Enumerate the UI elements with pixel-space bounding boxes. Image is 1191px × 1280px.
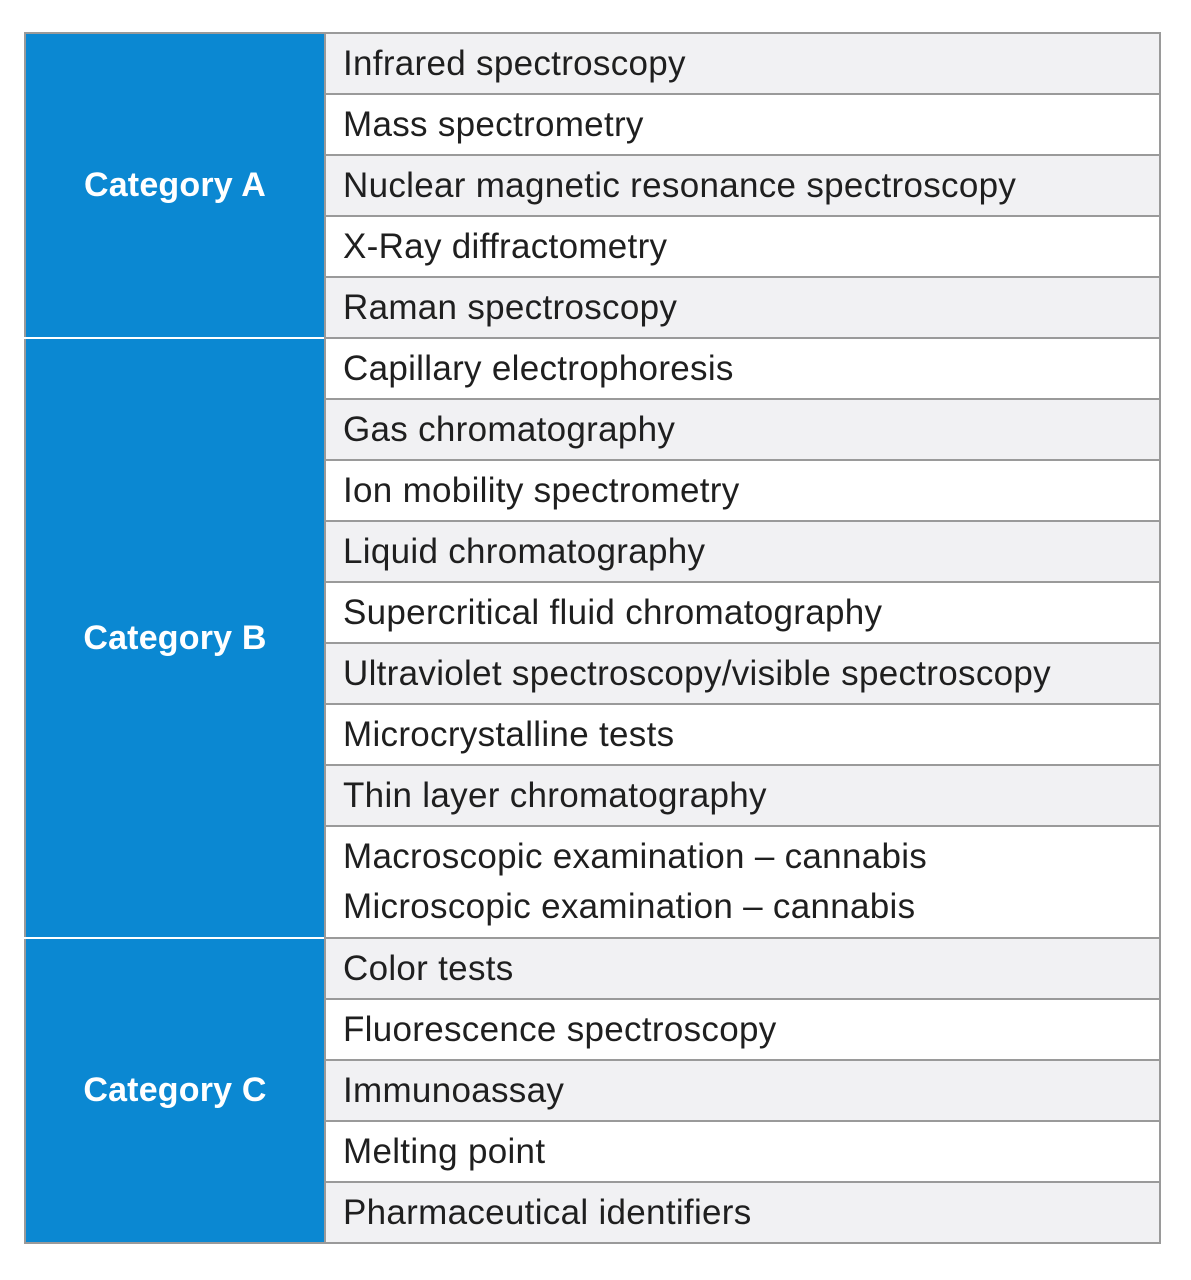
- table-row: [25, 938, 1160, 999]
- category-b-item: Supercritical fluid chromatography: [325, 582, 1160, 643]
- category-b-label: Category B: [25, 338, 325, 938]
- table-body: [25, 33, 1160, 1243]
- category-c-item: Immunoassay: [325, 1060, 1160, 1121]
- table-row: [25, 33, 1160, 94]
- category-c-item: Fluorescence spectroscopy: [325, 999, 1160, 1060]
- category-b-item: Ultraviolet spectroscopy/visible spectroscopy: [325, 643, 1160, 704]
- category-a-item: Infrared spectroscopy: [325, 33, 1160, 94]
- category-b-item: [325, 826, 1160, 938]
- category-a-item: Raman spectroscopy: [325, 277, 1160, 338]
- category-b-item: Gas chromatography: [325, 399, 1160, 460]
- category-c-item: Color tests: [325, 938, 1160, 999]
- category-b-item: Liquid chromatography: [325, 521, 1160, 582]
- category-b-item: Thin layer chromatography: [325, 765, 1160, 826]
- category-a-label: Category A: [25, 33, 325, 338]
- category-c-item: Melting point: [325, 1121, 1160, 1182]
- category-a-item: X-Ray diffractometry: [325, 216, 1160, 277]
- table-row: [25, 338, 1160, 399]
- macroscopic-examination-line: Macroscopic examination – cannabis: [343, 837, 928, 876]
- category-b-item: Ion mobility spectrometry: [325, 460, 1160, 521]
- category-b-item: Capillary electrophoresis: [325, 338, 1160, 399]
- category-c-item: Pharmaceutical identifiers: [325, 1182, 1160, 1243]
- microscopic-examination-line: Microscopic examination – cannabis: [343, 887, 916, 926]
- category-a-item: Nuclear magnetic resonance spectroscopy: [325, 155, 1160, 216]
- category-b-item: Microcrystalline tests: [325, 704, 1160, 765]
- category-c-label: Category C: [25, 938, 325, 1243]
- techniques-table: [24, 32, 1161, 1244]
- category-a-item: Mass spectrometry: [325, 94, 1160, 155]
